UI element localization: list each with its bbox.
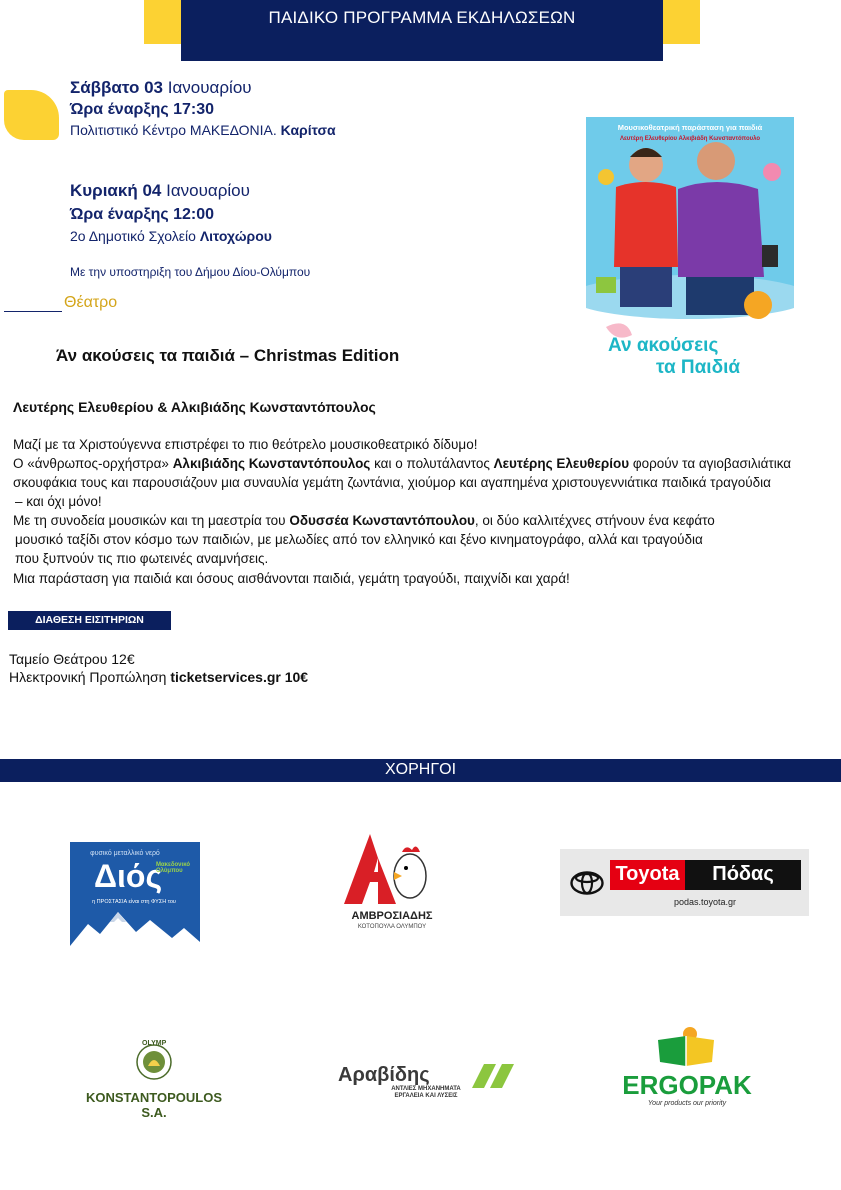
online-presale <box>9 669 308 685</box>
ergopak-box-icon <box>656 1026 716 1068</box>
event-1-time: Ώρα έναρξης 17:30 <box>70 101 215 118</box>
event-2-place: Λιτοχώρου <box>199 228 272 244</box>
description-line-5 <box>13 511 715 530</box>
toyota-url: podas.toyota.gr <box>673 897 737 907</box>
ergopak-tagline: Your products our priority <box>647 1100 727 1107</box>
aravidis-stripes-icon <box>472 1064 516 1088</box>
sponsor-dios-logo <box>70 842 200 946</box>
show-title: Άν ακούσεις τα παιδιά – Christmas Edition <box>56 346 400 365</box>
description-line-6: μουσικό ταξίδι στον κόσμο των παιδιών, με μελωδίες από τον ελληνικό και ξένο κινηματογράφο, αλλά και τραγούδια <box>15 532 703 547</box>
tickets-heading: ΔΙΑΘΕΣΗ ΕΙΣΙΤΗΡΙΩΝ <box>35 614 144 626</box>
sponsor-toyota-logo <box>560 849 809 916</box>
desc-bold: Αλκιβιάδης Κωνσταντόπουλος <box>172 456 371 471</box>
desc-text: και ο πολυτάλαντος <box>370 456 494 471</box>
dios-name: Διός <box>94 858 163 894</box>
poster-top-text: Μουσικοθεατρική παράσταση για παιδιά <box>617 123 763 132</box>
toyota-emblem-icon <box>570 871 604 895</box>
category-label <box>4 294 117 312</box>
amvrosiadis-sub: ΚΟΤΟΠΟΥΛΑ ΟΛΥΜΠΟΥ <box>357 924 427 930</box>
mountain-icon <box>70 908 200 946</box>
desc-text: , οι δύο καλλιτέχνες στήνουν ένα κεφάτο <box>474 513 715 528</box>
description-line-3: σκουφάκια τους και παρουσιάζουν μια συναυλία γεμάτη ζωντάνια, χιούμορ και αγαπημένα χριστουγεννιάτικα παιδικά τραγούδια <box>13 475 771 490</box>
box-office-price: Ταμείο Θεάτρου 12€ <box>9 651 135 667</box>
event-1-venue-name: Πολιτιστικό Κέντρο ΜΑΚΕΔΟΝΙΑ. <box>70 122 281 138</box>
online-presale-label: Ηλεκτρονική Προπώληση <box>9 669 171 685</box>
sponsor-amvrosiadis-logo <box>340 832 444 936</box>
description-line-2 <box>13 454 791 473</box>
konstantopoulos-name: KONSTANTOPOULOS S.A. <box>85 1090 223 1120</box>
dios-badge: Μακεδονικό Ολύμπου <box>156 862 190 874</box>
description-line-1: Μαζί με τα Χριστούγεννα επιστρέφει το πιο θεότρελο μουσικοθεατρικό δίδυμο! <box>13 437 478 452</box>
toyota-dealer: Πόδας <box>712 863 774 885</box>
event-1-venue <box>70 122 336 138</box>
sponsor-konstantopoulos-logo <box>78 1040 230 1120</box>
desc-text: Ο «άνθρωπος-ορχήστρα» <box>13 456 173 471</box>
online-presale-link: ticketservices.gr 10€ <box>170 669 309 685</box>
description-line-4: – και όχι μόνο! <box>15 494 102 509</box>
support-note: Με την υποστηριξη του Δήμου Δίου-Ολύμπου <box>70 265 311 279</box>
description-line-7: που ξυπνούν τις πιο φωτεινές αναμνήσεις. <box>15 551 269 566</box>
desc-bold: Οδυσσέα Κωνσταντόπουλου <box>289 513 475 528</box>
ergopak-name: ERGOPAK <box>622 1070 752 1100</box>
sponsor-ergopak-logo <box>612 1026 762 1112</box>
event-2-venue-name: 2ο Δημοτικό Σχολείο <box>70 228 200 244</box>
yellow-decoration <box>4 90 59 140</box>
event-1-month: Ιανουαρίου <box>167 78 252 97</box>
desc-text: φορούν τα αγιοβασιλιάτικα <box>629 456 792 471</box>
dios-subline: η ΠΡΟΣΤΑΣΙΑ είναι στη ΦΥΣΗ του <box>92 899 176 905</box>
category-rule <box>4 297 62 312</box>
event-2-day: Κυριακή 04 <box>70 181 162 200</box>
event-1-day: Σάββατο 03 <box>70 78 163 97</box>
event-1-place: Καρίτσα <box>280 122 336 138</box>
event-2-time: Ώρα έναρξης 12:00 <box>70 206 215 223</box>
sponsor-aravidis-logo <box>338 1062 518 1104</box>
olymp-emblem-icon <box>134 1042 174 1082</box>
toyota-brand: Toyota <box>615 863 680 885</box>
rooster-icon <box>340 832 444 908</box>
category-text: Θέατρο <box>64 294 118 311</box>
poster-title-line1: Αν ακούσεις <box>608 335 719 356</box>
actors: Λευτέρης Ελευθερίου & Αλκιβιάδης Κωνσταντόπουλος <box>13 399 376 415</box>
dios-tagline: φυσικό μεταλλικό νερό <box>90 850 160 857</box>
event-1-date <box>70 78 252 98</box>
olymp-badge: OLYMP <box>142 1040 167 1047</box>
show-poster <box>586 117 794 385</box>
desc-text: Με τη συνοδεία μουσικών και τη μαεστρία του <box>13 513 290 528</box>
event-2-venue <box>70 228 272 244</box>
poster-names: Λευτέρη Ελευθερίου Αλκιβιάδη Κωνσταντόπουλο <box>619 136 761 142</box>
desc-bold: Λευτέρης Ελευθερίου <box>493 456 630 471</box>
event-2-date <box>70 181 250 201</box>
description-line-8: Μια παράσταση για παιδιά και όσους αισθάνονται παιδιά, γεμάτη τραγούδι, παιχνίδι και χαρά! <box>13 571 570 586</box>
aravidis-name: Αραβίδης <box>338 1064 430 1086</box>
amvrosiadis-name: ΑΜΒΡΟΣΙΑΔΗΣ <box>351 910 433 922</box>
aravidis-sub2: ΕΡΓΑΛΕΙΑ ΚΑΙ ΛΥΣΕΙΣ <box>394 1093 458 1099</box>
poster-title-line2: τα Παιδιά <box>656 357 741 378</box>
event-2-month: Ιανουαρίου <box>166 181 250 200</box>
page-title: ΠΑΙΔΙΚΟ ΠΡΟΓΡΑΜΜΑ ΕΚΔΗΛΩΣΕΩΝ <box>268 8 576 27</box>
aravidis-sub1: ΑΝΤΛΙΕΣ ΜΗΧΑΝΗΜΑΤΑ <box>391 1086 461 1092</box>
sponsors-heading: ΧΟΡΗΓΟΙ <box>384 761 457 778</box>
